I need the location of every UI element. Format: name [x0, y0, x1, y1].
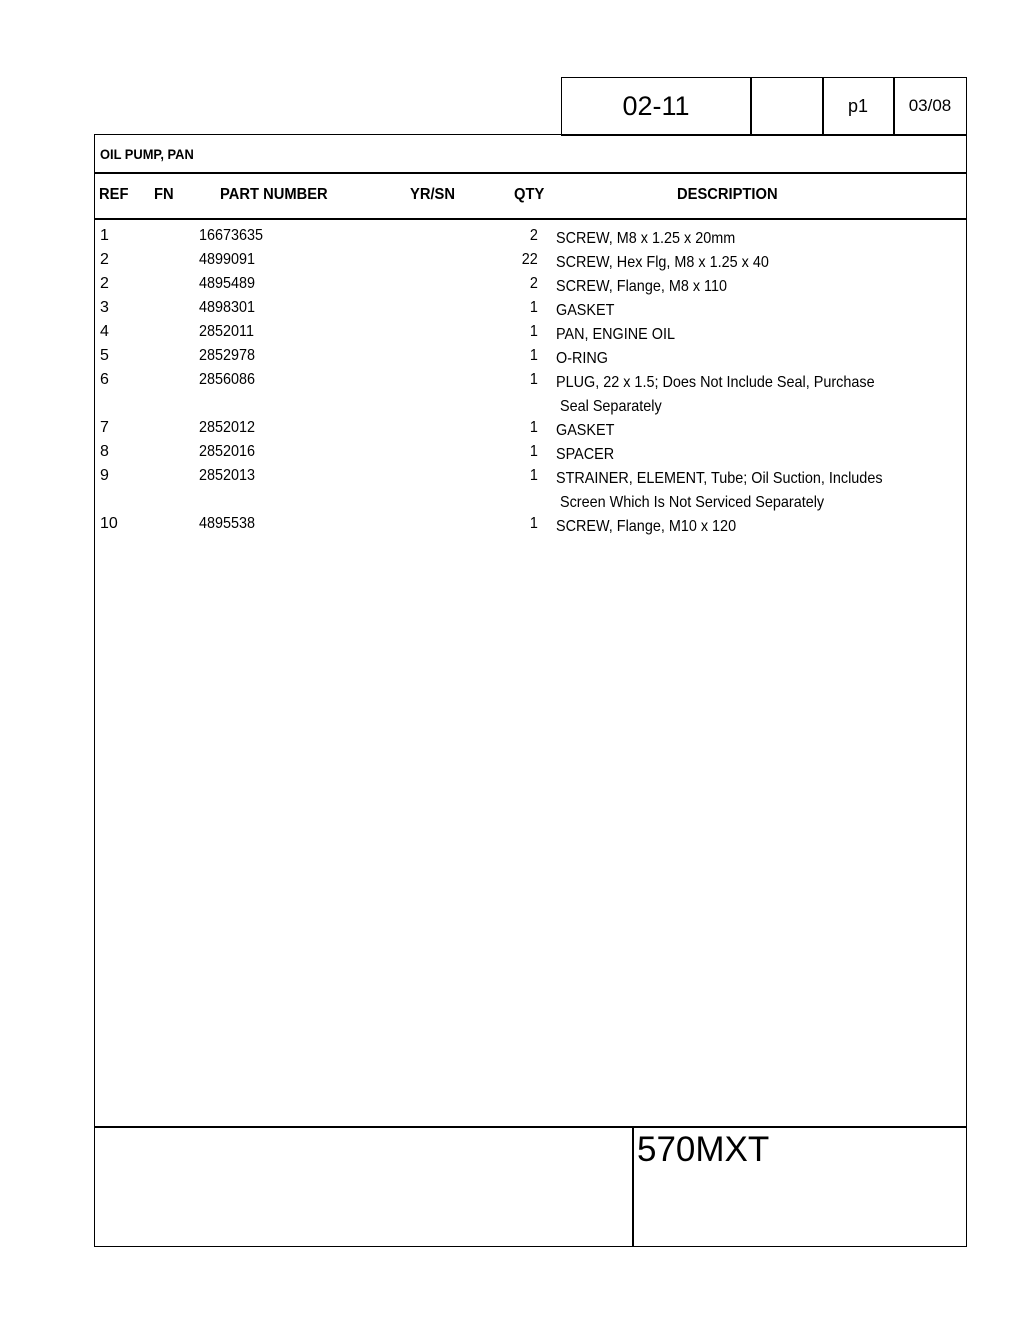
row-description: PLUG, 22 x 1.5; Does Not Include Seal, Purchase [556, 374, 875, 391]
row-ref: 2 [100, 275, 109, 292]
row-ref: 6 [100, 371, 109, 388]
column-header-divider [94, 218, 967, 220]
table-row [96, 345, 964, 369]
table-row [96, 225, 964, 249]
footer-divider [632, 1126, 634, 1246]
row-description-continued: Screen Which Is Not Serviced Separately [560, 494, 825, 511]
row-part-number: 4899091 [199, 251, 256, 268]
row-description: GASKET [556, 302, 615, 319]
row-qty: 1 [529, 515, 538, 532]
row-ref: 8 [100, 443, 109, 460]
row-qty: 22 [521, 251, 538, 268]
row-part-number: 2852013 [199, 467, 256, 484]
row-ref: 5 [100, 347, 109, 364]
footer-box [94, 1126, 967, 1247]
table-row [96, 321, 964, 345]
column-header-fn: FN [154, 186, 174, 203]
table-row [96, 273, 964, 297]
page-number: p1 [847, 95, 869, 116]
row-description: GASKET [556, 422, 615, 439]
row-description: PAN, ENGINE OIL [556, 326, 675, 343]
model-name: 570MXT [637, 1130, 770, 1169]
row-qty: 1 [529, 419, 538, 436]
table-row [96, 417, 964, 441]
row-qty: 1 [529, 299, 538, 316]
section-number: 02-11 [622, 90, 690, 121]
row-qty: 1 [529, 443, 538, 460]
row-part-number: 4898301 [199, 299, 256, 316]
row-ref: 1 [100, 227, 109, 244]
table-row [96, 369, 964, 417]
row-qty: 1 [529, 347, 538, 364]
row-ref: 3 [100, 299, 109, 316]
table-row [96, 441, 964, 465]
table-row [96, 249, 964, 273]
row-description: SCREW, Flange, M10 x 120 [556, 518, 737, 535]
column-header-qty: QTY [514, 186, 545, 203]
row-ref: 7 [100, 419, 109, 436]
row-part-number: 16673635 [199, 227, 264, 244]
column-header-yr-sn: YR/SN [410, 186, 455, 203]
row-description-continued: Seal Separately [560, 398, 662, 415]
row-part-number: 2852012 [199, 419, 256, 436]
revision-date: 03/08 [908, 96, 952, 115]
row-description: STRAINER, ELEMENT, Tube; Oil Suction, Includes [556, 470, 883, 487]
row-description: SCREW, Flange, M8 x 110 [556, 278, 727, 295]
row-ref: 9 [100, 467, 109, 484]
row-qty: 1 [529, 467, 538, 484]
group-title: OIL PUMP, PAN [100, 146, 194, 162]
row-description: SPACER [556, 446, 615, 463]
table-row [96, 513, 964, 537]
row-description: SCREW, Hex Flg, M8 x 1.25 x 40 [556, 254, 769, 271]
row-ref: 4 [100, 323, 109, 340]
table-row [96, 297, 964, 321]
row-ref: 2 [100, 251, 109, 268]
row-description: SCREW, M8 x 1.25 x 20mm [556, 230, 736, 247]
parts-list [96, 225, 964, 537]
title-divider [94, 172, 967, 174]
column-header-ref: REF [99, 186, 129, 203]
row-part-number: 2856086 [199, 371, 256, 388]
table-row [96, 465, 964, 513]
row-part-number: 2852011 [199, 323, 254, 340]
row-part-number: 4895538 [199, 515, 256, 532]
row-ref: 10 [100, 515, 118, 532]
row-qty: 2 [529, 227, 538, 244]
row-description: O-RING [556, 350, 609, 367]
header-blank-cell [751, 78, 822, 134]
column-header-description: DESCRIPTION [677, 186, 778, 203]
column-header-part-number: PART NUMBER [220, 186, 328, 203]
row-qty: 1 [529, 323, 538, 340]
row-qty: 2 [529, 275, 538, 292]
row-qty: 1 [529, 371, 538, 388]
row-part-number: 2852978 [199, 347, 256, 364]
row-part-number: 4895489 [199, 275, 256, 292]
row-part-number: 2852016 [199, 443, 256, 460]
